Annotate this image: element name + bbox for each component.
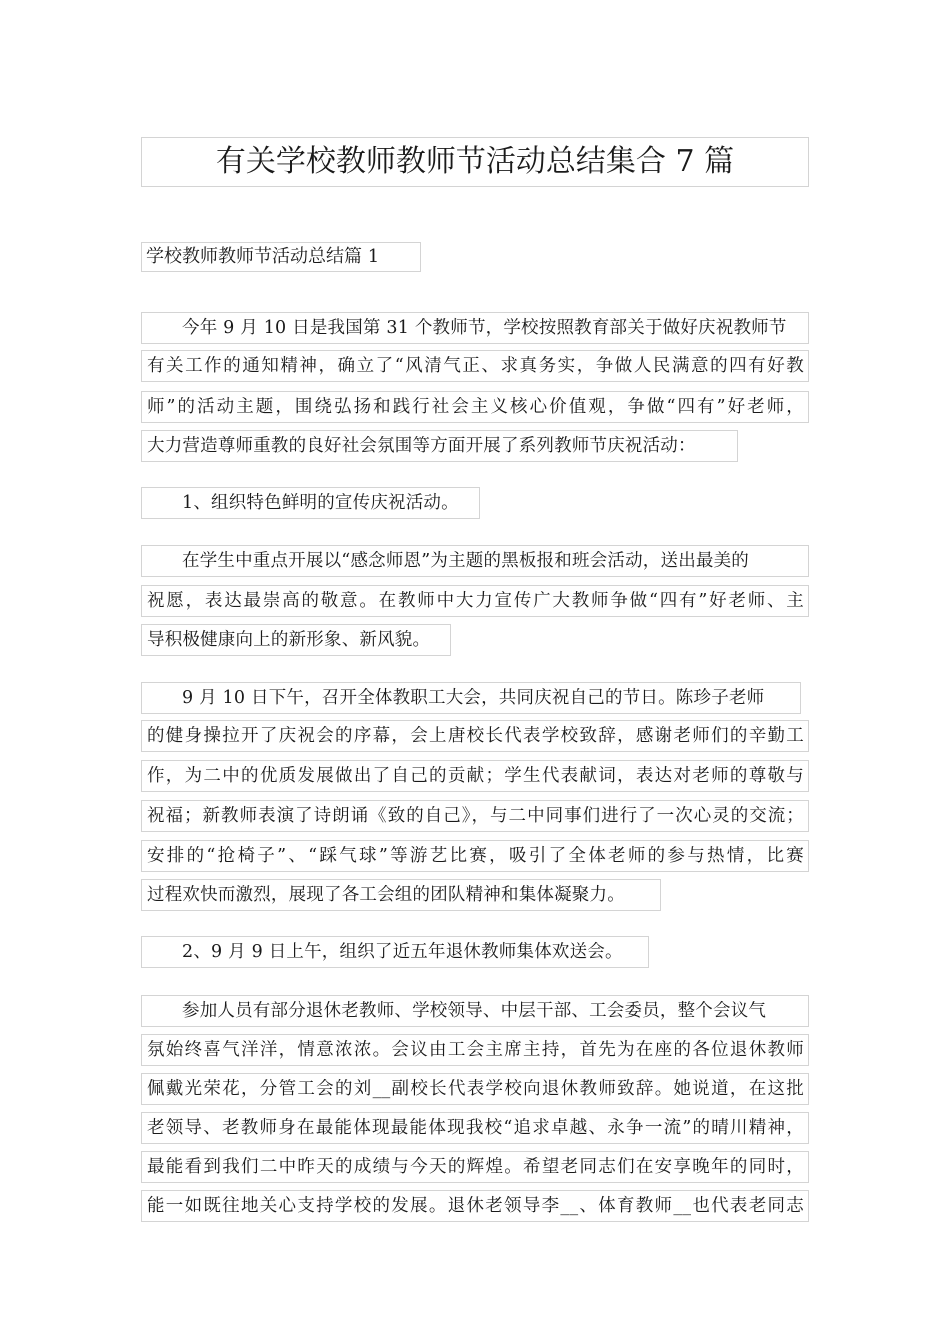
paragraph-line: 能一如既往地关心支持学校的发展。退休老领导李__、体育教师__也代表老同志 [141, 1190, 809, 1222]
paragraph-line: 祝愿，表达最崇高的敬意。在教师中大力宣传广大教师争做“四有”好老师、主 [141, 585, 809, 617]
paragraph-line: 有关工作的通知精神，确立了“风清气正、求真务实，争做人民满意的四有好教 [141, 350, 809, 382]
paragraph-line: 在学生中重点开展以“感念师恩”为主题的黑板报和班会活动，送出最美的 [141, 545, 809, 577]
paragraph-line: 老领导、老教师身在最能体现最能体现我校“追求卓越、永争一流”的晴川精神， [141, 1112, 809, 1144]
paragraph-line: 佩戴光荣花，分管工会的刘__副校长代表学校向退休教师致辞。她说道，在这批 [141, 1073, 809, 1105]
list-item-heading: 1、组织特色鲜明的宣传庆祝活动。 [141, 487, 480, 519]
paragraph-line: 祝福；新教师表演了诗朗诵《致的自己》，与二中同事们进行了一次心灵的交流； [141, 800, 809, 832]
paragraph-line: 过程欢快而激烈，展现了各工会组的团队精神和集体凝聚力。 [141, 879, 661, 911]
paragraph-line: 最能看到我们二中昨天的成绩与今天的辉煌。希望老同志们在安享晚年的同时， [141, 1151, 809, 1183]
paragraph-line: 作，为二中的优质发展做出了自己的贡献；学生代表献词，表达对老师的尊敬与 [141, 760, 809, 792]
paragraph-line: 9 月 10 日下午，召开全体教职工大会，共同庆祝自己的节日。陈珍子老师 [141, 682, 801, 714]
paragraph-line: 氛始终喜气洋洋，情意浓浓。会议由工会主席主持，首先为在座的各位退休教师 [141, 1034, 809, 1066]
list-item-heading: 2、9 月 9 日上午，组织了近五年退休教师集体欢送会。 [141, 936, 649, 968]
paragraph-line: 大力营造尊师重教的良好社会氛围等方面开展了系列教师节庆祝活动： [141, 430, 738, 462]
paragraph-line: 安排的“抢椅子”、“踩气球”等游艺比赛，吸引了全体老师的参与热情，比赛 [141, 840, 809, 872]
paragraph-line: 今年 9 月 10 日是我国第 31 个教师节，学校按照教育部关于做好庆祝教师节 [141, 312, 809, 344]
paragraph-line: 师”的活动主题，围绕弘扬和践行社会主义核心价值观，争做“四有”好老师， [141, 391, 809, 423]
paragraph-line: 参加人员有部分退休老教师、学校领导、中层干部、工会委员，整个会议气 [141, 995, 809, 1027]
section-heading: 学校教师教师节活动总结篇 1 [141, 242, 421, 272]
document-title: 有关学校教师教师节活动总结集合 7 篇 [141, 137, 809, 187]
paragraph-line: 的健身操拉开了庆祝会的序幕，会上唐校长代表学校致辞，感谢老师们的辛勤工 [141, 720, 809, 752]
paragraph-line: 导积极健康向上的新形象、新风貌。 [141, 624, 451, 656]
